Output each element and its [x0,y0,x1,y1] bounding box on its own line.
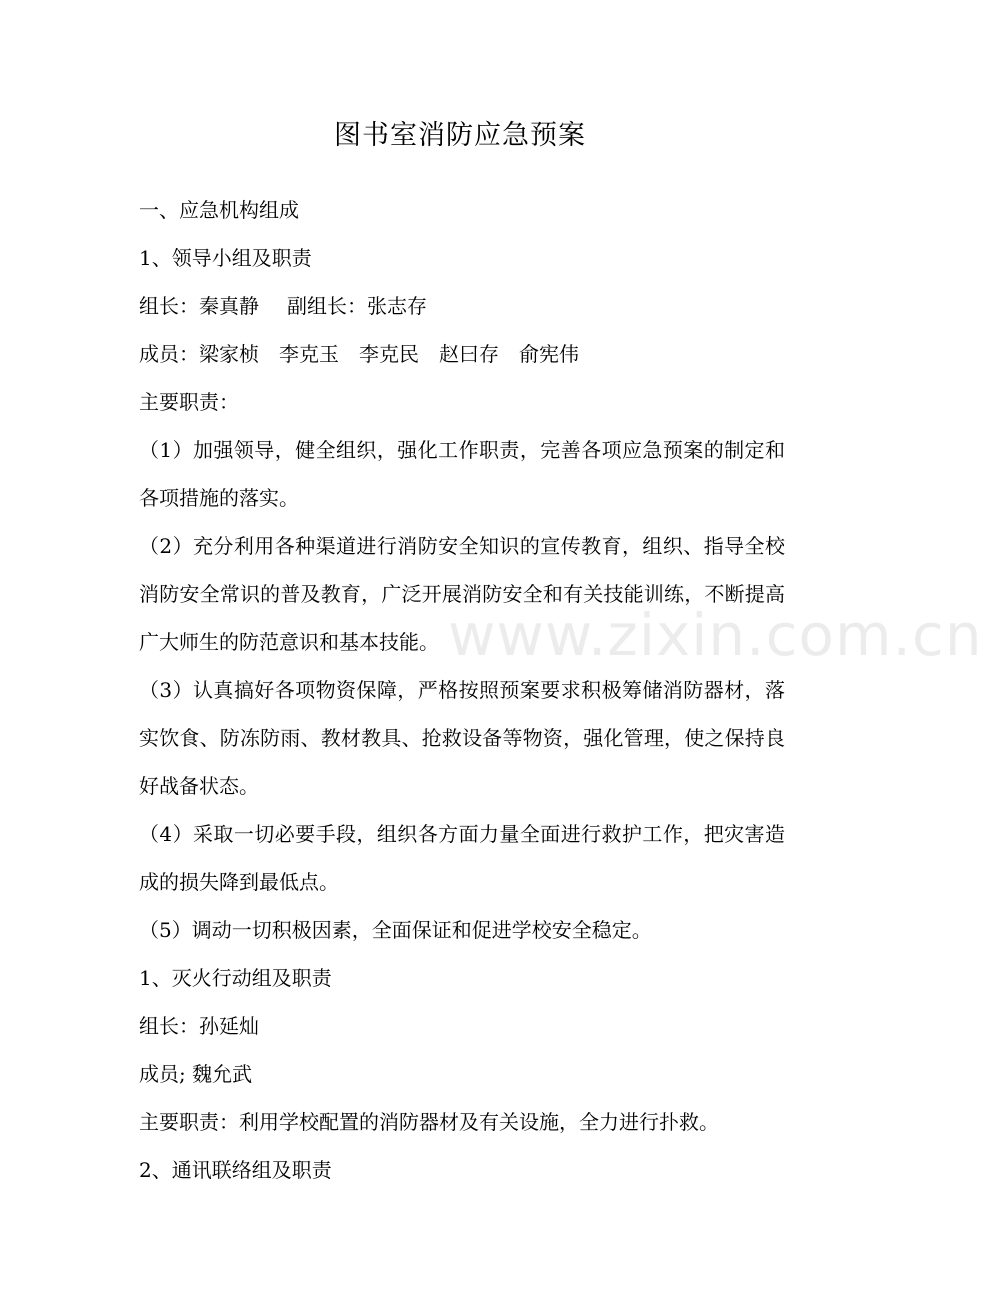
firefighting-heading: 1、灭火行动组及职责 [139,966,332,990]
member-name: 李克玉 [279,342,339,366]
member-name: 梁家桢 [199,342,259,366]
member-name: 李克民 [359,342,419,366]
duties-label: 主要职责： [139,390,239,414]
leadership-leaders-line [139,282,785,330]
leader-name: 秦真静 [199,294,259,318]
duty-item: （5）调动一切积极因素，全面保证和促进学校安全稳定。 [139,918,652,942]
duty-item: （1）加强领导，健全组织，强化工作职责，完善各项应急预案的制定和各项措施的落实。 [139,438,785,510]
deputy-name: 张志存 [367,294,427,318]
members-label: 成员： [139,342,199,366]
leadership-heading: 1、领导小组及职责 [139,246,312,270]
leader-label: 组长： [139,294,199,318]
communication-heading: 2、通讯联络组及职责 [139,1158,332,1182]
duty-item: （4）采取一切必要手段，组织各方面力量全面进行救护工作，把灾害造成的损失降到最低点。 [139,822,785,894]
leadership-members-line [139,330,785,378]
watermark: www.zixin.com.cn [448,601,983,669]
firefighting-members: 成员; 魏允武 [139,1062,253,1086]
section-heading: 一、应急机构组成 [139,198,299,222]
duty-item: （2）充分利用各种渠道进行消防安全知识的宣传教育，组织、指导全校消防安全常识的普及教育，广泛开展消防安全和有关技能训练，不断提高广大师生的防范意识和基本技能。 [139,534,785,654]
firefighting-leader: 组长：孙延灿 [139,1014,259,1038]
duty-item: （3）认真搞好各项物资保障，严格按照预案要求积极筹储消防器材，落实饮食、防冻防雨、教材教具、抢救设备等物资，强化管理，使之保持良好战备状态。 [139,678,785,798]
deputy-label: 副组长： [287,294,367,318]
member-name: 俞宪伟 [519,342,579,366]
member-name: 赵曰存 [439,342,499,366]
firefighting-duties: 主要职责：利用学校配置的消防器材及有关设施，全力进行扑救。 [139,1110,719,1134]
document-body [139,186,785,1194]
document-title: 图书室消防应急预案 [334,120,586,151]
